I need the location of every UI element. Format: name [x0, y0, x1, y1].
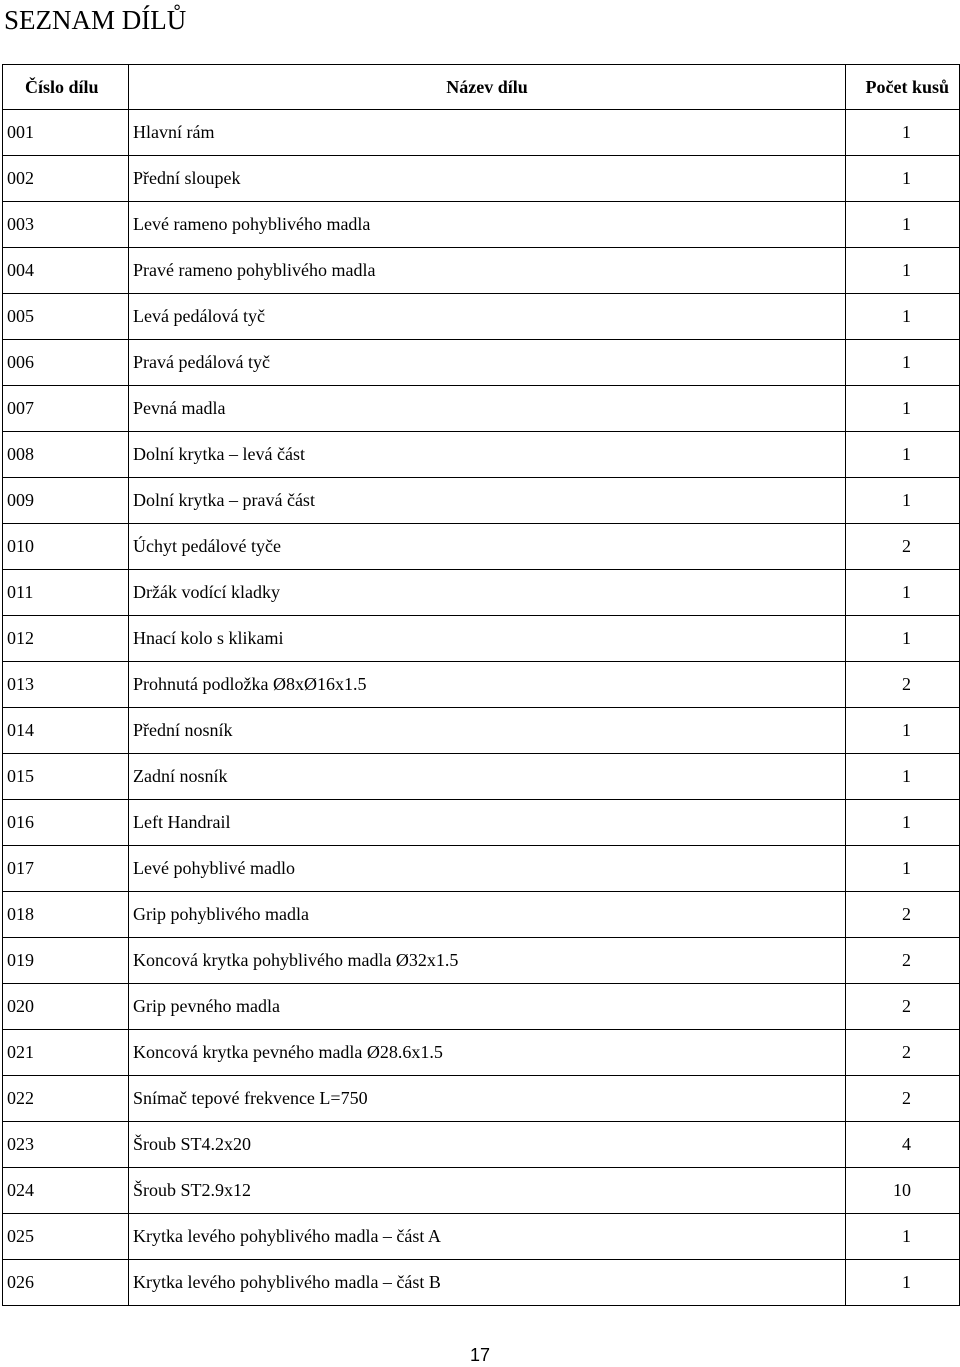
table-row [3, 386, 960, 432]
part-number-cell: 019 [3, 938, 129, 984]
page-title: SEZNAM DÍLŮ [4, 5, 187, 35]
part-number-cell: 010 [3, 524, 129, 570]
quantity-cell: 2 [846, 1030, 960, 1076]
quantity-cell: 2 [846, 892, 960, 938]
part-name-cell: Koncová krytka pohyblivého madla Ø32x1.5 [129, 938, 846, 984]
part-number-cell: 008 [3, 432, 129, 478]
table-row [3, 984, 960, 1030]
part-number-cell: 006 [3, 340, 129, 386]
part-name-cell: Left Handrail [129, 800, 846, 846]
quantity-cell: 2 [846, 938, 960, 984]
part-name-cell: Hlavní rám [129, 110, 846, 156]
part-number-cell: 017 [3, 846, 129, 892]
quantity-cell: 1 [846, 202, 960, 248]
part-number-cell: 021 [3, 1030, 129, 1076]
parts-table [2, 64, 960, 1306]
part-number-cell: 016 [3, 800, 129, 846]
table-row [3, 1030, 960, 1076]
quantity-cell: 1 [846, 386, 960, 432]
part-name-cell: Levá pedálová tyč [129, 294, 846, 340]
quantity-cell: 1 [846, 340, 960, 386]
table-row [3, 340, 960, 386]
part-name-cell: Pravá pedálová tyč [129, 340, 846, 386]
header-quantity: Počet kusů [846, 65, 960, 110]
table-row [3, 892, 960, 938]
quantity-cell: 1 [846, 800, 960, 846]
part-name-cell: Pravé rameno pohyblivého madla [129, 248, 846, 294]
table-row [3, 708, 960, 754]
quantity-cell: 1 [846, 570, 960, 616]
quantity-cell: 1 [846, 846, 960, 892]
quantity-cell: 1 [846, 156, 960, 202]
table-row [3, 524, 960, 570]
part-number-cell: 001 [3, 110, 129, 156]
table-row [3, 1168, 960, 1214]
table-row [3, 432, 960, 478]
part-name-cell: Šroub ST4.2x20 [129, 1122, 846, 1168]
quantity-cell: 2 [846, 662, 960, 708]
part-number-cell: 020 [3, 984, 129, 1030]
quantity-cell: 4 [846, 1122, 960, 1168]
part-name-cell: Přední sloupek [129, 156, 846, 202]
quantity-cell: 2 [846, 984, 960, 1030]
part-number-cell: 025 [3, 1214, 129, 1260]
quantity-cell: 2 [846, 1076, 960, 1122]
table-row [3, 616, 960, 662]
part-name-cell: Přední nosník [129, 708, 846, 754]
part-name-cell: Levé rameno pohyblivého madla [129, 202, 846, 248]
table-row [3, 1260, 960, 1306]
part-name-cell: Šroub ST2.9x12 [129, 1168, 846, 1214]
header-part-number: Číslo dílu [3, 65, 129, 110]
part-number-cell: 003 [3, 202, 129, 248]
table-row [3, 202, 960, 248]
quantity-cell: 1 [846, 1260, 960, 1306]
part-number-cell: 013 [3, 662, 129, 708]
part-number-cell: 023 [3, 1122, 129, 1168]
part-name-cell: Koncová krytka pevného madla Ø28.6x1.5 [129, 1030, 846, 1076]
table-row [3, 1122, 960, 1168]
page-number: 17 [469, 1345, 491, 1365]
part-name-cell: Krytka levého pohyblivého madla – část B [129, 1260, 846, 1306]
part-number-cell: 024 [3, 1168, 129, 1214]
header-row [3, 65, 960, 110]
part-number-cell: 011 [3, 570, 129, 616]
table-row [3, 248, 960, 294]
quantity-cell: 1 [846, 294, 960, 340]
part-name-cell: Snímač tepové frekvence L=750 [129, 1076, 846, 1122]
parts-table-body [3, 110, 960, 1306]
table-row [3, 754, 960, 800]
table-row [3, 800, 960, 846]
part-name-cell: Grip pevného madla [129, 984, 846, 1030]
header-part-name: Název dílu [129, 65, 846, 110]
quantity-cell: 1 [846, 754, 960, 800]
part-number-cell: 004 [3, 248, 129, 294]
table-row [3, 1214, 960, 1260]
part-name-cell: Úchyt pedálové tyče [129, 524, 846, 570]
table-row [3, 846, 960, 892]
part-name-cell: Držák vodící kladky [129, 570, 846, 616]
quantity-cell: 1 [846, 1214, 960, 1260]
table-row [3, 110, 960, 156]
part-number-cell: 005 [3, 294, 129, 340]
part-name-cell: Prohnutá podložka Ø8xØ16x1.5 [129, 662, 846, 708]
quantity-cell: 10 [846, 1168, 960, 1214]
part-name-cell: Krytka levého pohyblivého madla – část A [129, 1214, 846, 1260]
table-row [3, 1076, 960, 1122]
part-name-cell: Hnací kolo s klikami [129, 616, 846, 662]
table-row [3, 662, 960, 708]
quantity-cell: 1 [846, 248, 960, 294]
part-number-cell: 026 [3, 1260, 129, 1306]
table-row [3, 478, 960, 524]
quantity-cell: 1 [846, 478, 960, 524]
table-row [3, 156, 960, 202]
part-number-cell: 014 [3, 708, 129, 754]
table-row [3, 570, 960, 616]
part-name-cell: Dolní krytka – levá část [129, 432, 846, 478]
quantity-cell: 1 [846, 708, 960, 754]
part-number-cell: 018 [3, 892, 129, 938]
part-name-cell: Zadní nosník [129, 754, 846, 800]
table-row [3, 294, 960, 340]
part-name-cell: Grip pohyblivého madla [129, 892, 846, 938]
quantity-cell: 1 [846, 432, 960, 478]
table-row [3, 938, 960, 984]
part-number-cell: 002 [3, 156, 129, 202]
quantity-cell: 1 [846, 110, 960, 156]
part-number-cell: 009 [3, 478, 129, 524]
part-number-cell: 022 [3, 1076, 129, 1122]
quantity-cell: 1 [846, 616, 960, 662]
part-name-cell: Dolní krytka – pravá část [129, 478, 846, 524]
quantity-cell: 2 [846, 524, 960, 570]
part-number-cell: 012 [3, 616, 129, 662]
part-name-cell: Levé pohyblivé madlo [129, 846, 846, 892]
part-number-cell: 015 [3, 754, 129, 800]
parts-table-header [3, 65, 960, 110]
part-name-cell: Pevná madla [129, 386, 846, 432]
part-number-cell: 007 [3, 386, 129, 432]
